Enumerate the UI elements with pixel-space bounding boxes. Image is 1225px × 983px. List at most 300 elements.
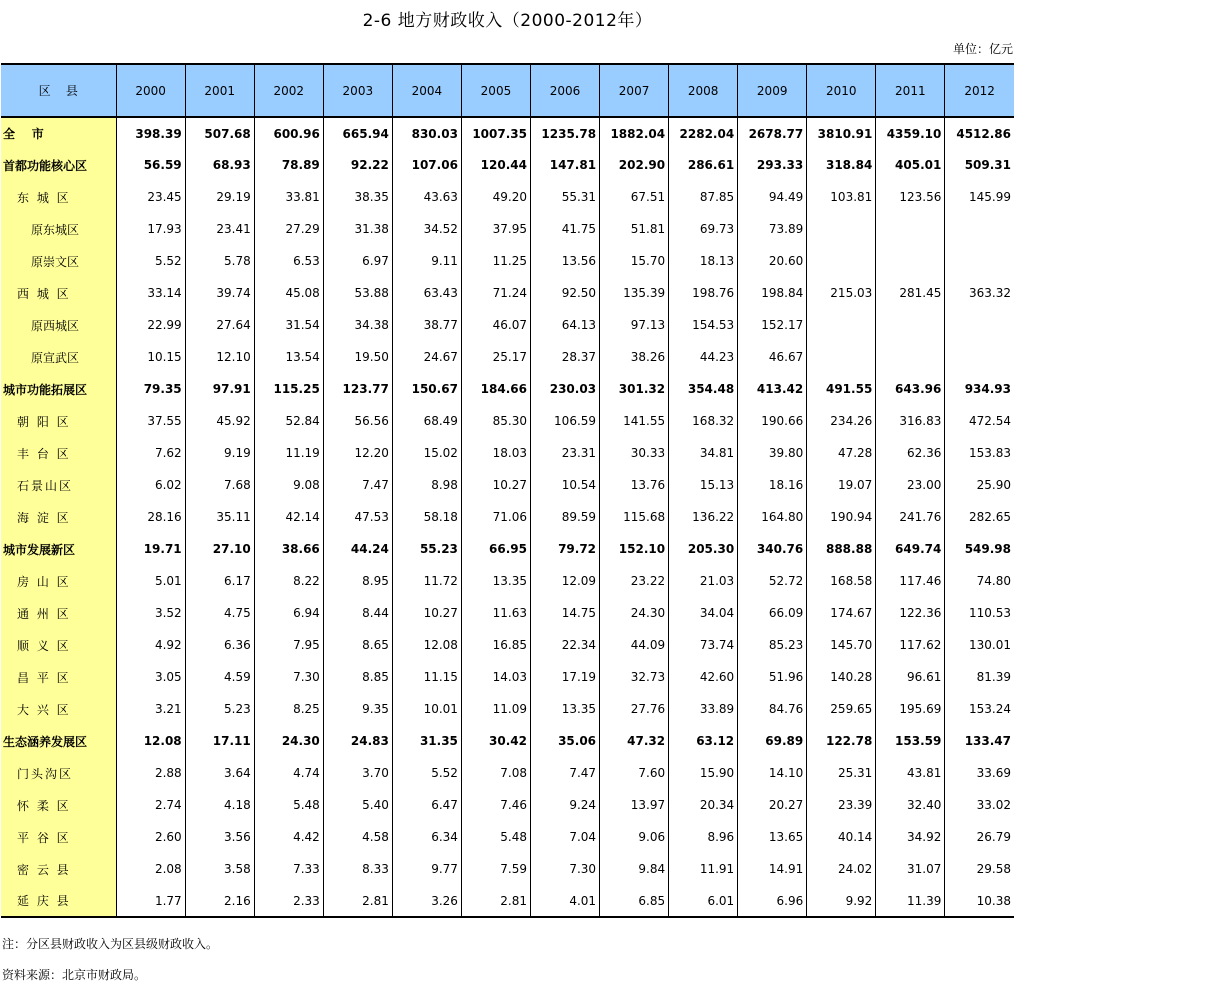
table-cell: 15.90 [669,757,738,789]
table-row [1,437,1014,469]
table-cell: 491.55 [807,373,876,405]
table-cell: 29.58 [945,853,1014,885]
table-cell: 38.66 [254,533,323,565]
table-cell: 31.54 [254,309,323,341]
table-cell: 39.74 [185,277,254,309]
row-label: 海 淀 区 [1,501,116,533]
table-cell: 665.94 [323,117,392,149]
table-cell: 27.76 [600,693,669,725]
table-cell: 830.03 [392,117,461,149]
table-cell: 9.08 [254,469,323,501]
row-label: 原东城区 [1,213,116,245]
table-cell: 7.33 [254,853,323,885]
table-cell: 33.69 [945,757,1014,789]
table-cell: 2.81 [323,885,392,917]
table-cell: 2678.77 [738,117,807,149]
table-cell: 30.33 [600,437,669,469]
table-cell: 79.35 [116,373,185,405]
row-label: 城市发展新区 [1,533,116,565]
table-cell: 17.93 [116,213,185,245]
header-year: 2007 [600,64,669,117]
row-label: 门头沟区 [1,757,116,789]
table-cell: 17.19 [530,661,599,693]
table-cell: 241.76 [876,501,945,533]
table-cell: 7.04 [530,821,599,853]
table-row [1,853,1014,885]
table-cell: 230.03 [530,373,599,405]
table-cell: 8.44 [323,597,392,629]
table-row [1,661,1014,693]
table-cell: 1235.78 [530,117,599,149]
table-cell: 318.84 [807,149,876,181]
row-label: 大 兴 区 [1,693,116,725]
table-cell: 67.51 [600,181,669,213]
table-cell: 87.85 [669,181,738,213]
table-cell [807,245,876,277]
row-label: 怀 柔 区 [1,789,116,821]
table-cell: 46.67 [738,341,807,373]
table-cell: 33.89 [669,693,738,725]
table-cell: 31.35 [392,725,461,757]
table-cell: 63.43 [392,277,461,309]
table-cell: 24.67 [392,341,461,373]
table-row [1,629,1014,661]
table-cell: 69.89 [738,725,807,757]
table-cell: 1007.35 [461,117,530,149]
table-cell [807,213,876,245]
table-cell: 198.76 [669,277,738,309]
table-cell: 25.90 [945,469,1014,501]
table-body [1,117,1014,917]
table-cell: 3.21 [116,693,185,725]
table-cell [945,309,1014,341]
table-cell: 18.13 [669,245,738,277]
table-cell: 8.95 [323,565,392,597]
table-cell: 12.09 [530,565,599,597]
table-cell: 281.45 [876,277,945,309]
row-label: 密 云 县 [1,853,116,885]
table-cell: 5.01 [116,565,185,597]
table-cell: 174.67 [807,597,876,629]
table-row [1,757,1014,789]
source-note: 资料来源：北京市财政局。 [2,968,147,982]
table-cell: 2.88 [116,757,185,789]
table-cell: 37.95 [461,213,530,245]
row-label: 昌 平 区 [1,661,116,693]
table-cell: 97.91 [185,373,254,405]
table-cell: 6.47 [392,789,461,821]
table-cell: 20.60 [738,245,807,277]
table-cell [945,341,1014,373]
table-cell: 34.81 [669,437,738,469]
table-cell: 69.73 [669,213,738,245]
table-cell: 6.02 [116,469,185,501]
table-cell: 24.83 [323,725,392,757]
table-cell: 5.52 [116,245,185,277]
table-cell: 8.25 [254,693,323,725]
table-cell: 7.60 [600,757,669,789]
row-label: 平 谷 区 [1,821,116,853]
header-year: 2000 [116,64,185,117]
header-year: 2010 [807,64,876,117]
table-cell: 6.34 [392,821,461,853]
table-cell: 23.22 [600,565,669,597]
table-row [1,469,1014,501]
table-cell: 56.56 [323,405,392,437]
table-cell: 600.96 [254,117,323,149]
table-row [1,597,1014,629]
table-row [1,821,1014,853]
table-cell: 23.45 [116,181,185,213]
table-cell: 12.08 [116,725,185,757]
table-cell [876,213,945,245]
row-label: 原西城区 [1,309,116,341]
table-cell: 32.73 [600,661,669,693]
table-cell: 51.96 [738,661,807,693]
table-cell: 9.84 [600,853,669,885]
table-cell: 85.30 [461,405,530,437]
table-cell: 12.08 [392,629,461,661]
table-cell: 123.77 [323,373,392,405]
table-cell: 63.12 [669,725,738,757]
table-cell: 282.65 [945,501,1014,533]
table-row [1,725,1014,757]
header-year: 2009 [738,64,807,117]
table-cell: 8.22 [254,565,323,597]
table-cell: 293.33 [738,149,807,181]
table-cell: 4359.10 [876,117,945,149]
table-cell: 7.08 [461,757,530,789]
table-cell: 6.85 [600,885,669,917]
table-cell: 145.99 [945,181,1014,213]
table-cell: 122.78 [807,725,876,757]
row-label: 城市功能拓展区 [1,373,116,405]
table-row [1,117,1014,149]
table-cell: 44.24 [323,533,392,565]
table-cell: 141.55 [600,405,669,437]
table-cell: 7.62 [116,437,185,469]
table-cell: 234.26 [807,405,876,437]
table-cell: 9.35 [323,693,392,725]
table-cell: 152.10 [600,533,669,565]
table-cell: 66.95 [461,533,530,565]
table-cell: 6.97 [323,245,392,277]
table-cell: 4.92 [116,629,185,661]
table-cell: 6.53 [254,245,323,277]
table-cell: 45.92 [185,405,254,437]
header-district: 区 县 [1,64,116,117]
table-cell: 472.54 [945,405,1014,437]
table-cell: 13.56 [530,245,599,277]
table-cell: 3.52 [116,597,185,629]
table-cell: 94.49 [738,181,807,213]
table-cell: 42.60 [669,661,738,693]
table-row [1,373,1014,405]
table-cell: 3810.91 [807,117,876,149]
table-cell: 52.84 [254,405,323,437]
table-cell: 96.61 [876,661,945,693]
table-cell: 25.17 [461,341,530,373]
table-cell: 84.76 [738,693,807,725]
table-cell: 153.24 [945,693,1014,725]
table-cell: 32.40 [876,789,945,821]
table-cell: 44.09 [600,629,669,661]
table-cell: 29.19 [185,181,254,213]
row-label: 石景山区 [1,469,116,501]
header-year: 2012 [945,64,1014,117]
row-label: 顺 义 区 [1,629,116,661]
table-cell: 168.58 [807,565,876,597]
table-cell: 11.25 [461,245,530,277]
table-cell: 66.09 [738,597,807,629]
table-cell: 97.13 [600,309,669,341]
table-cell: 24.02 [807,853,876,885]
table-cell: 13.54 [254,341,323,373]
table-cell: 58.18 [392,501,461,533]
table-cell: 4.75 [185,597,254,629]
table-cell: 10.01 [392,693,461,725]
table-cell: 38.77 [392,309,461,341]
table-cell: 2.74 [116,789,185,821]
table-cell: 37.55 [116,405,185,437]
table-cell: 35.11 [185,501,254,533]
unit-label: 单位：亿元 [952,42,1013,56]
table-cell: 2.16 [185,885,254,917]
table-cell: 49.20 [461,181,530,213]
header-year: 2006 [530,64,599,117]
table-cell: 52.72 [738,565,807,597]
table-cell: 130.01 [945,629,1014,661]
table-cell: 47.32 [600,725,669,757]
table-cell: 85.23 [738,629,807,661]
table-cell: 24.30 [600,597,669,629]
table-cell: 73.74 [669,629,738,661]
header-year: 2004 [392,64,461,117]
table-cell: 79.72 [530,533,599,565]
table-cell: 6.36 [185,629,254,661]
fiscal-revenue-table [1,63,1014,918]
table-cell: 145.70 [807,629,876,661]
header-year: 2001 [185,64,254,117]
table-cell: 92.22 [323,149,392,181]
table-cell: 3.64 [185,757,254,789]
table-cell: 14.03 [461,661,530,693]
table-row [1,149,1014,181]
table-cell: 73.89 [738,213,807,245]
row-label: 生态涵养发展区 [1,725,116,757]
table-cell: 11.63 [461,597,530,629]
table-cell: 9.92 [807,885,876,917]
table-cell: 509.31 [945,149,1014,181]
table-cell: 7.30 [254,661,323,693]
table-cell: 117.62 [876,629,945,661]
table-cell: 2.60 [116,821,185,853]
table-cell: 1882.04 [600,117,669,149]
table-row [1,565,1014,597]
table-cell: 22.99 [116,309,185,341]
table-cell: 34.04 [669,597,738,629]
table-cell [945,213,1014,245]
table-cell: 53.88 [323,277,392,309]
table-cell: 202.90 [600,149,669,181]
footnote: 注：分区县财政收入为区县级财政收入。 [2,937,219,951]
table-cell: 5.78 [185,245,254,277]
table-cell: 7.59 [461,853,530,885]
table-cell: 215.03 [807,277,876,309]
header-year: 2005 [461,64,530,117]
table-cell: 19.50 [323,341,392,373]
table-cell: 11.19 [254,437,323,469]
row-label: 延 庆 县 [1,885,116,917]
table-cell: 164.80 [738,501,807,533]
table-cell: 44.23 [669,341,738,373]
table-cell: 10.38 [945,885,1014,917]
table-cell: 405.01 [876,149,945,181]
table-cell: 198.84 [738,277,807,309]
table-cell: 9.19 [185,437,254,469]
table-cell: 649.74 [876,533,945,565]
table-cell: 16.85 [461,629,530,661]
table-cell [876,309,945,341]
row-label: 朝 阳 区 [1,405,116,437]
table-cell: 43.81 [876,757,945,789]
table-cell: 33.81 [254,181,323,213]
table-cell: 4.58 [323,821,392,853]
table-cell [945,245,1014,277]
table-cell: 122.36 [876,597,945,629]
table-cell: 5.52 [392,757,461,789]
table-cell: 14.91 [738,853,807,885]
table-cell: 38.35 [323,181,392,213]
table-cell: 120.44 [461,149,530,181]
table-cell: 184.66 [461,373,530,405]
table-cell: 9.77 [392,853,461,885]
table-cell: 33.02 [945,789,1014,821]
table-cell: 14.10 [738,757,807,789]
table-row [1,341,1014,373]
table-row [1,309,1014,341]
table-cell: 5.48 [254,789,323,821]
table-row [1,533,1014,565]
table-cell: 3.05 [116,661,185,693]
table-cell: 13.97 [600,789,669,821]
table-cell: 549.98 [945,533,1014,565]
table-cell: 6.01 [669,885,738,917]
table-cell: 136.22 [669,501,738,533]
table-cell: 934.93 [945,373,1014,405]
table-row [1,213,1014,245]
table-cell: 4.01 [530,885,599,917]
table-row [1,885,1014,917]
table-cell: 152.17 [738,309,807,341]
table-cell: 27.10 [185,533,254,565]
table-cell: 8.33 [323,853,392,885]
row-label: 房 山 区 [1,565,116,597]
table-cell: 190.66 [738,405,807,437]
table-cell: 6.96 [738,885,807,917]
table-title: 2-6 地方财政收入（2000-2012年） [362,11,653,31]
table-cell: 56.59 [116,149,185,181]
table-cell: 363.32 [945,277,1014,309]
table-cell: 28.37 [530,341,599,373]
table-cell: 24.30 [254,725,323,757]
table-cell: 103.81 [807,181,876,213]
table-cell: 23.00 [876,469,945,501]
table-row [1,181,1014,213]
table-cell: 30.42 [461,725,530,757]
table-cell: 11.09 [461,693,530,725]
table-cell: 11.72 [392,565,461,597]
table-cell: 13.35 [530,693,599,725]
table-cell: 11.91 [669,853,738,885]
table-cell: 15.02 [392,437,461,469]
table-cell: 115.25 [254,373,323,405]
table-cell: 4.74 [254,757,323,789]
row-label: 东 城 区 [1,181,116,213]
table-cell: 6.17 [185,565,254,597]
table-cell: 26.79 [945,821,1014,853]
table-cell: 5.23 [185,693,254,725]
table-cell: 5.40 [323,789,392,821]
table-cell: 64.13 [530,309,599,341]
table-cell: 81.39 [945,661,1014,693]
table-cell: 153.83 [945,437,1014,469]
table-cell: 7.47 [323,469,392,501]
table-cell: 10.27 [392,597,461,629]
table-cell: 2.81 [461,885,530,917]
table-cell: 413.42 [738,373,807,405]
table-cell: 19.71 [116,533,185,565]
table-cell: 117.46 [876,565,945,597]
table-cell: 28.16 [116,501,185,533]
table-cell: 3.26 [392,885,461,917]
table-cell: 13.76 [600,469,669,501]
table-cell: 20.34 [669,789,738,821]
table-cell: 27.29 [254,213,323,245]
table-cell: 18.03 [461,437,530,469]
table-cell: 21.03 [669,565,738,597]
table-cell: 123.56 [876,181,945,213]
table-cell: 10.15 [116,341,185,373]
table-cell: 62.36 [876,437,945,469]
table-cell: 5.48 [461,821,530,853]
table-cell: 6.94 [254,597,323,629]
table-cell: 31.07 [876,853,945,885]
table-cell: 18.16 [738,469,807,501]
table-cell: 34.92 [876,821,945,853]
table-cell: 43.63 [392,181,461,213]
table-cell: 46.07 [461,309,530,341]
table-cell: 23.31 [530,437,599,469]
table-cell: 47.28 [807,437,876,469]
table-row [1,693,1014,725]
table-cell: 110.53 [945,597,1014,629]
table-cell: 47.53 [323,501,392,533]
table-cell: 507.68 [185,117,254,149]
table-cell: 25.31 [807,757,876,789]
header-year: 2011 [876,64,945,117]
table-cell: 316.83 [876,405,945,437]
table-cell: 301.32 [600,373,669,405]
table-cell: 3.56 [185,821,254,853]
table-cell: 2.33 [254,885,323,917]
table-cell: 106.59 [530,405,599,437]
table-row [1,245,1014,277]
table-cell: 23.41 [185,213,254,245]
table-cell: 150.67 [392,373,461,405]
table-cell: 22.34 [530,629,599,661]
table-cell: 8.65 [323,629,392,661]
